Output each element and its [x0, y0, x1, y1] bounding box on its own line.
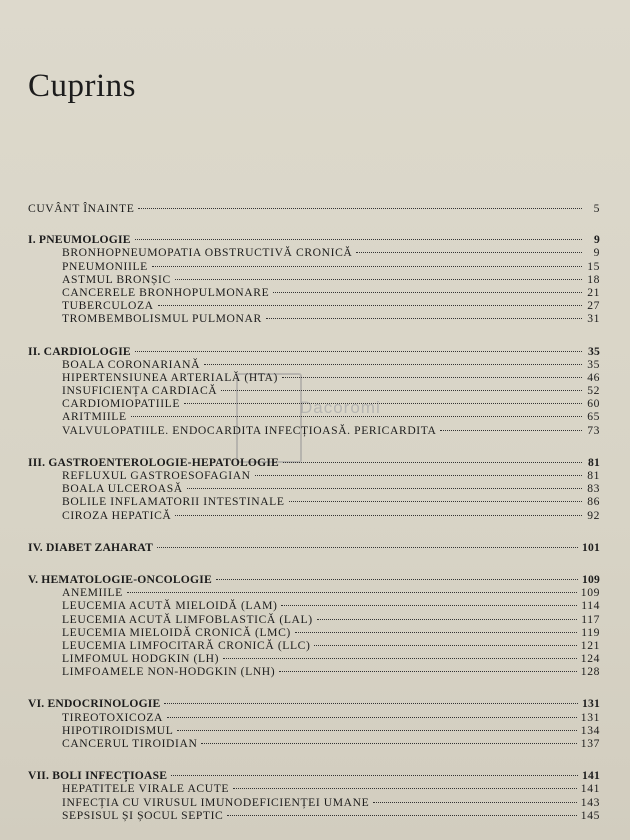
dot-leader [171, 775, 578, 776]
dot-leader [317, 619, 578, 620]
toc-entry-text: ANEMIILE [62, 586, 123, 600]
toc-page-number: 145 [580, 808, 600, 822]
toc-entry-text: SEPSISUL ȘI ȘOCUL SEPTIC [62, 808, 224, 822]
toc-page-number: 31 [587, 312, 600, 326]
toc-entry [28, 626, 600, 639]
dot-leader [281, 605, 577, 606]
dot-leader [177, 730, 576, 731]
toc-entry-text: CARDIOMIOPATIILE [62, 397, 181, 411]
dot-leader [175, 515, 582, 516]
dot-leader [283, 462, 582, 463]
toc-entry-text: I. PNEUMOLOGIE [28, 233, 131, 247]
toc-page-number: 124 [580, 652, 600, 666]
dot-leader [152, 266, 582, 267]
toc-chapter-heading [28, 233, 600, 246]
toc-entry [28, 509, 600, 522]
toc-entry-text: BOALA ULCEROASĂ [62, 482, 183, 496]
toc-page-number: 81 [588, 455, 600, 469]
toc-entry [28, 482, 600, 495]
toc-page-number: 65 [587, 410, 600, 424]
dot-leader [266, 318, 582, 319]
toc-page-number: 109 [580, 586, 600, 600]
toc-entry [28, 809, 600, 822]
toc-entry [28, 397, 600, 410]
toc-page-number: 134 [580, 723, 600, 737]
dot-leader [216, 579, 578, 580]
toc-page-number: 119 [581, 625, 600, 639]
dot-leader [184, 403, 582, 404]
toc-entry [28, 286, 600, 299]
dot-leader [440, 430, 582, 431]
dot-leader [201, 743, 576, 744]
dot-leader [295, 632, 577, 633]
toc-chapter-heading [28, 456, 600, 469]
dot-leader [227, 815, 576, 816]
toc-entry [28, 639, 600, 652]
toc-entry-text: LIMFOMUL HODGKIN (LH) [62, 652, 220, 666]
toc-page-number: 60 [587, 397, 600, 411]
toc-entry-text: LEUCEMIA ACUTĂ MIELOIDĂ (LAM) [62, 599, 278, 613]
dot-leader [373, 802, 576, 803]
dot-leader [233, 788, 577, 789]
toc-page-number: 81 [587, 469, 600, 482]
dot-leader [255, 475, 582, 476]
toc-chapter-heading [28, 573, 600, 586]
toc-page-number: 15 [587, 259, 600, 273]
toc-page-number: 92 [587, 508, 600, 522]
toc-entry [28, 246, 600, 259]
toc-page-number: 21 [587, 285, 600, 299]
toc-entry-text: HIPERTENSIUNEA ARTERIALĂ (HTA) [62, 370, 278, 384]
toc-page-number: 131 [580, 710, 600, 724]
toc-page-number: 27 [587, 299, 600, 313]
dot-leader [175, 279, 582, 280]
toc-chapter-heading [28, 697, 600, 710]
toc-page-number: 141 [582, 769, 600, 783]
toc-page-number: 83 [587, 482, 600, 496]
toc-entry-text: BOLILE INFLAMATORII INTESTINALE [62, 495, 285, 509]
toc-entry [28, 652, 600, 665]
toc-entry [28, 469, 600, 482]
toc-entry [28, 410, 600, 423]
toc-entry [28, 260, 600, 273]
toc-entry-text: INSUFICIENȚA CARDIACĂ [62, 384, 218, 398]
dot-leader [221, 390, 582, 391]
toc-entry [28, 424, 600, 437]
toc-entry [28, 711, 600, 724]
dot-leader [157, 547, 578, 548]
dot-leader [138, 208, 582, 209]
dot-leader [289, 501, 582, 502]
toc-entry-text: TROMBEMBOLISMUL PULMONAR [62, 312, 262, 326]
toc-entry-text: HIPOTIROIDISMUL [62, 723, 174, 737]
toc-entry-text: INFECȚIA CU VIRUSUL IMUNODEFICIENȚEI UMANE [62, 795, 370, 809]
toc-entry [28, 782, 600, 795]
toc-page-number: 114 [581, 599, 600, 613]
toc-entry-text: ARITMIILE [62, 410, 127, 424]
toc-chapter-heading [28, 541, 600, 554]
toc-page-number: 9 [593, 246, 600, 260]
toc-chapter [28, 573, 600, 679]
toc-page-number: 109 [582, 572, 600, 586]
toc-chapter [28, 345, 600, 437]
toc-entry [28, 613, 600, 626]
toc-page-number: 35 [588, 344, 600, 358]
toc-entry-text: CANCERELE BRONHOPULMONARE [62, 285, 270, 299]
toc-entry-intro [28, 202, 600, 215]
toc-entry-text: TUBERCULOZA [62, 299, 154, 313]
toc-entry-text: LEUCEMIA MIELOIDĂ CRONICĂ (LMC) [62, 625, 291, 639]
toc-entry-text: IV. DIABET ZAHARAT [28, 540, 154, 554]
toc-entry [28, 273, 600, 286]
toc-chapter [28, 697, 600, 750]
toc-page-number: 141 [580, 782, 600, 796]
toc-chapter [28, 233, 600, 325]
dot-leader [135, 239, 582, 240]
toc-page-number: 18 [587, 272, 600, 286]
toc-page-number: 86 [587, 495, 600, 509]
toc-entry-text: CANCERUL TIROIDIAN [62, 737, 198, 750]
toc-page-number: 46 [587, 370, 600, 384]
dot-leader [167, 717, 577, 718]
toc-chapter-heading [28, 345, 600, 358]
toc-chapter [28, 456, 600, 522]
toc-page-number: 143 [580, 795, 600, 809]
toc-entry [28, 665, 600, 678]
toc-entry [28, 737, 600, 750]
dot-leader [356, 252, 582, 253]
toc-page-number: 121 [580, 638, 600, 652]
toc-entry-text: II. CARDIOLOGIE [28, 344, 131, 358]
toc-entry [28, 312, 600, 325]
toc-page-number: 5 [593, 202, 600, 215]
dot-leader [164, 703, 578, 704]
toc-entry [28, 358, 600, 371]
toc-entry-text: LEUCEMIA ACUTĂ LIMFOBLASTICĂ (LAL) [62, 612, 313, 626]
toc-entry [28, 371, 600, 384]
toc-entry-text: ASTMUL BRONȘIC [62, 272, 171, 286]
dot-leader [204, 364, 582, 365]
dot-leader [158, 305, 582, 306]
toc-page-number: 128 [580, 665, 600, 679]
toc-page-number: 117 [581, 612, 600, 626]
toc-page-number: 137 [580, 737, 600, 750]
toc-entry-text: TIREOTOXICOZA [62, 710, 163, 724]
toc-entry [28, 796, 600, 809]
toc-entry [28, 384, 600, 397]
toc-chapter [28, 541, 600, 554]
toc-entry-text: VALVULOPATIILE. ENDOCARDITA INFECȚIOASĂ. PERICARDITA [62, 423, 437, 437]
toc-entry-text: PNEUMONIILE [62, 259, 148, 273]
dot-leader [314, 645, 576, 646]
watermark-text: Dacoromi [300, 398, 381, 417]
toc-entry-text: LEUCEMIA LIMFOCITARĂ CRONICĂ (LLC) [62, 638, 311, 652]
toc-entry-text: III. GASTROENTEROLOGIE-HEPATOLOGIE [28, 455, 279, 469]
toc-page-number: 35 [587, 357, 600, 371]
toc-entry-text: CIROZA HEPATICĂ [62, 508, 172, 522]
toc-page-number: 131 [582, 697, 600, 711]
page-title: Cuprins [28, 68, 137, 104]
table-of-contents [28, 202, 600, 822]
toc-entry-text: REFLUXUL GASTROESOFAGIAN [62, 469, 251, 482]
toc-page-number: 9 [594, 233, 600, 247]
toc-entry [28, 299, 600, 312]
dot-leader [135, 351, 582, 352]
toc-entry-text: V. HEMATOLOGIE-ONCOLOGIE [28, 572, 212, 586]
toc-entry [28, 724, 600, 737]
toc-page-number: 73 [587, 423, 600, 437]
toc-chapter [28, 769, 600, 822]
dot-leader [273, 292, 582, 293]
toc-entry [28, 495, 600, 508]
toc-entry-text: BRONHOPNEUMOPATIA OBSTRUCTIVĂ CRONICĂ [62, 246, 353, 260]
toc-chapter-heading [28, 769, 600, 782]
toc-entry-text: VII. BOLI INFECȚIOASE [28, 769, 168, 783]
dot-leader [127, 592, 577, 593]
dot-leader [282, 377, 582, 378]
toc-entry-text: VI. ENDOCRINOLOGIE [28, 697, 161, 711]
dot-leader [223, 658, 577, 659]
toc-page-number: 101 [582, 540, 600, 554]
dot-leader [279, 671, 577, 672]
dot-leader [131, 416, 582, 417]
toc-entry [28, 586, 600, 599]
toc-entry [28, 599, 600, 612]
dot-leader [187, 488, 582, 489]
toc-entry-text: CUVÂNT ÎNAINTE [28, 202, 135, 215]
toc-entry-text: BOALA CORONARIANĂ [62, 357, 201, 371]
toc-entry-text: LIMFOAMELE NON-HODGKIN (LNH) [62, 665, 276, 679]
toc-entry-text: HEPATITELE VIRALE ACUTE [62, 782, 230, 796]
toc-page-number: 52 [587, 384, 600, 398]
